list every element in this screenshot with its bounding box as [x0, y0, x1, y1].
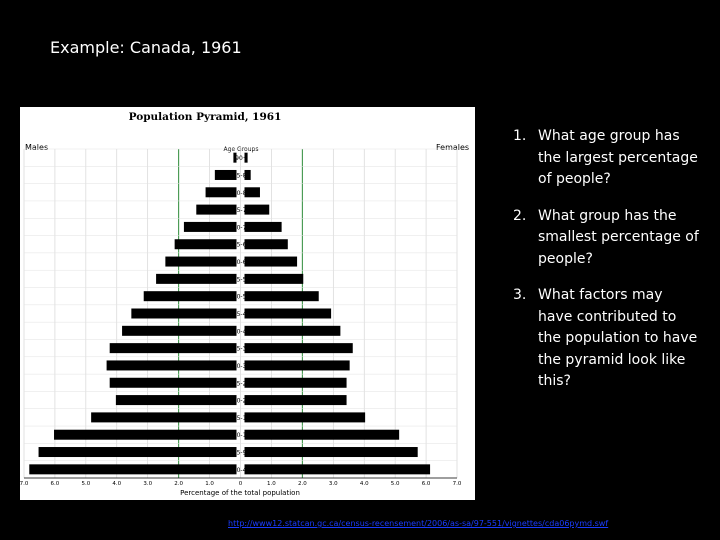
female-bar: [245, 291, 319, 301]
question-text: What age group has the largest percentage of people?: [538, 128, 698, 187]
male-bar: [116, 395, 237, 405]
female-bar: [245, 326, 341, 336]
question-number: 1.: [513, 128, 527, 144]
age-group-label: 40-44: [232, 328, 251, 336]
x-tick-label: 4.0: [112, 481, 122, 487]
male-bar: [131, 309, 236, 319]
age-group-label: 75-79: [232, 207, 251, 215]
age-group-label: 55-59: [232, 276, 251, 284]
x-tick-label: 0: [238, 481, 243, 487]
chart-title: Population Pyramid, 1961: [128, 111, 282, 123]
female-bar: [245, 412, 366, 422]
male-bar: [110, 378, 237, 388]
x-tick-label: 5.0: [390, 481, 400, 487]
x-tick-label: 1.0: [267, 481, 276, 487]
males-label: Males: [25, 143, 49, 152]
age-group-label: 20-24: [232, 397, 251, 405]
x-tick-label: 3.0: [143, 481, 153, 487]
x-tick-label: 3.0: [328, 481, 338, 487]
male-bar: [122, 326, 236, 336]
male-bar: [196, 205, 236, 215]
question-item: [505, 126, 700, 191]
question-number: 2.: [513, 207, 527, 224]
population-pyramid-chart: [20, 107, 475, 500]
age-group-label: 10-14: [232, 432, 251, 440]
age-group-label: 65-69: [232, 241, 251, 249]
question-text: What group has the smallest percentage of people?: [538, 207, 699, 267]
male-bar: [39, 447, 237, 457]
question-item: [505, 206, 700, 271]
age-group-label: 85-89: [232, 172, 251, 180]
x-tick-label: 1.0: [205, 481, 214, 487]
x-axis-label: Percentage of the total population: [180, 489, 300, 497]
source-link[interactable]: http://www12.statcan.gc.ca/census-recensement/2006/as-sa/97-551/vignettes/cda06pymd.swf: [228, 519, 609, 528]
pyramid-svg: [20, 107, 475, 500]
male-bar: [184, 222, 237, 232]
age-groups-label: Age Groups: [223, 146, 259, 153]
female-bar: [245, 464, 431, 474]
age-group-label: 0-4: [236, 466, 247, 474]
female-bar: [245, 274, 304, 284]
female-bar: [245, 395, 347, 405]
male-bar: [107, 360, 237, 370]
male-bar: [110, 343, 237, 353]
age-group-label: 15-19: [232, 414, 251, 422]
question-list: [505, 126, 700, 408]
question-number: 3.: [513, 287, 527, 303]
x-tick-label: 5.0: [81, 481, 91, 487]
male-bar: [29, 464, 236, 474]
female-bar: [245, 239, 288, 249]
age-group-label: 60-64: [232, 259, 251, 267]
x-tick-label: 2.0: [174, 481, 184, 487]
female-bar: [245, 343, 353, 353]
female-bar: [245, 378, 347, 388]
male-bar: [144, 291, 237, 301]
age-group-label: 50-54: [232, 293, 251, 301]
age-group-label: 25-29: [232, 380, 251, 388]
x-tick-label: 4.0: [359, 481, 369, 487]
female-bar: [245, 447, 418, 457]
x-tick-label: 7.0: [452, 481, 462, 487]
x-tick-label: 7.0: [20, 481, 29, 487]
male-bar: [54, 430, 236, 440]
male-bar: [165, 257, 236, 267]
male-bar: [91, 412, 236, 422]
male-bar: [156, 274, 236, 284]
x-tick-label: 2.0: [297, 481, 307, 487]
female-bar: [245, 430, 400, 440]
age-group-label: 90+: [235, 155, 248, 163]
x-tick-label: 6.0: [50, 481, 60, 487]
age-group-label: 5-9: [236, 449, 247, 457]
age-group-label: 80-84: [232, 189, 251, 197]
question-text: What factors may have contributed to the population to have the pyramid look like this?: [538, 287, 698, 389]
x-tick-label: 6.0: [421, 481, 431, 487]
female-bar: [245, 257, 298, 267]
age-group-label: 70-74: [232, 224, 251, 232]
question-item: [505, 285, 700, 393]
slide-title: Example: Canada, 1961: [50, 38, 242, 57]
age-group-label: 35-39: [232, 345, 251, 353]
female-bar: [245, 360, 350, 370]
male-bar: [175, 239, 237, 249]
female-bar: [245, 309, 332, 319]
age-group-label: 30-34: [232, 362, 251, 370]
age-group-label: 45-49: [232, 311, 251, 318]
females-label: Females: [436, 143, 470, 152]
